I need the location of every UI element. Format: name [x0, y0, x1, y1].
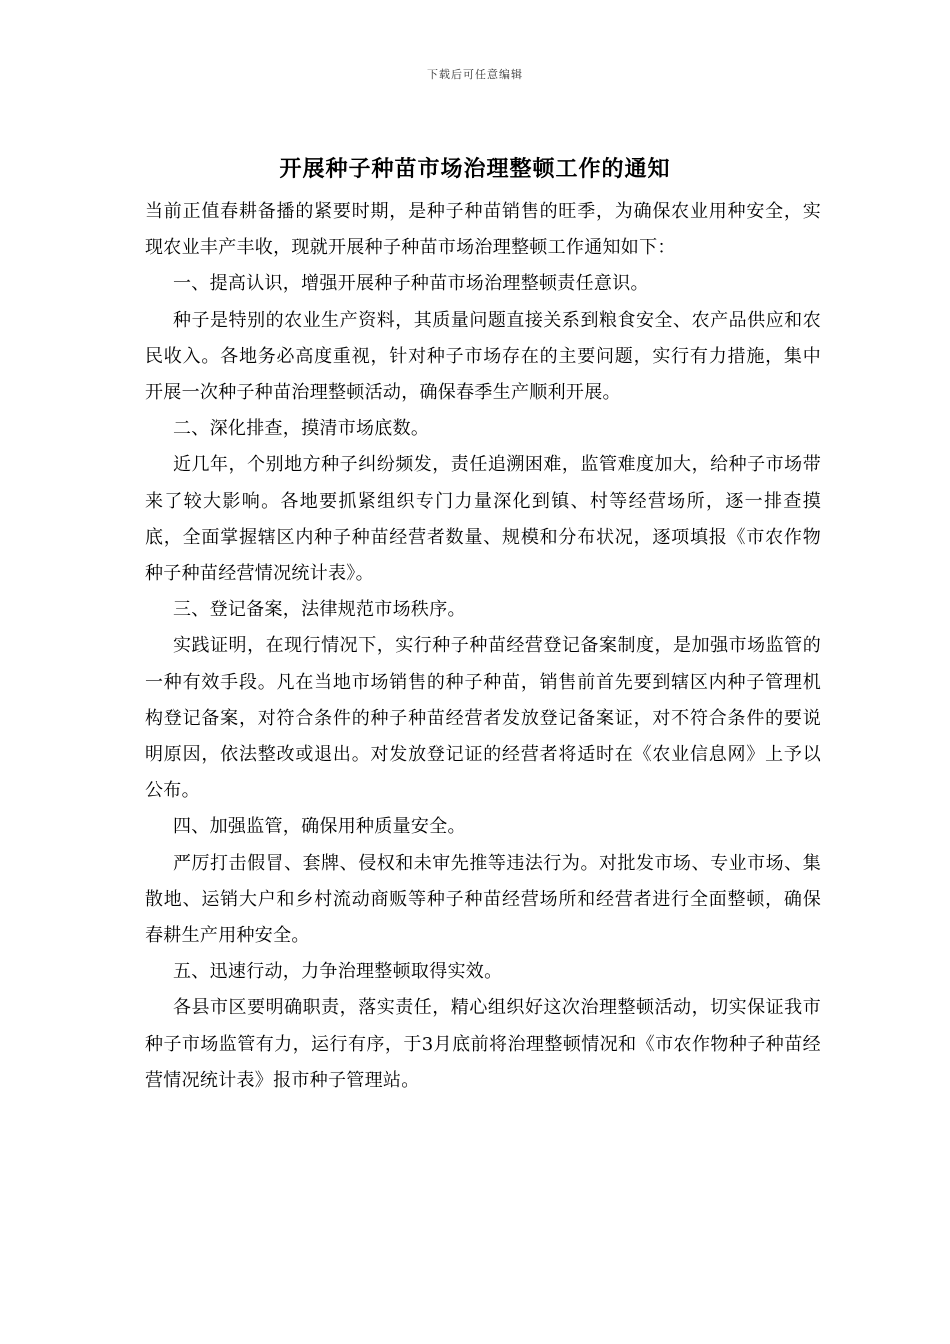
section-heading-3: 三、登记备案，法律规范市场秩序。 [173, 599, 466, 621]
section-heading-2: 二、深化排查，摸清市场底数。 [173, 418, 430, 440]
section-body-5: 各县市区要明确职责，落实责任，精心组织好这次治理整顿活动，切实保证我市种子市场监管有力，运行有序，于3月底前将治理整顿情况和《市农作物种子种苗经营情况统计表》报市种子管理站。 [145, 997, 821, 1091]
section-body-1: 种子是特别的农业生产资料，其质量问题直接关系到粮食安全、农产品供应和农民收入。各地务必高度重视，针对种子市场存在的主要问题，实行有力措施，集中开展一次种子种苗治理整顿活动，确保春季生产顺利开展。 [145, 309, 821, 404]
intro-paragraph: 当前正值春耕备播的紧要时期，是种子种苗销售的旺季，为确保农业用种安全，实现农业丰产丰收，现就开展种子种苗市场治理整顿工作通知如下： [145, 201, 821, 259]
section-body-2: 近几年，个别地方种子纠纷频发，责任追溯困难，监管难度加大，给种子市场带来了较大影响。各地要抓紧组织专门力量深化到镇、村等经营场所，逐一排查摸底，全面掌握辖区内种子种苗经营者数量、规模和分布状况，逐项填报《市农作物种子种苗经营情况统计表》。 [145, 454, 821, 585]
section-body-4: 严厉打击假冒、套牌、侵权和未审先推等违法行为。对批发市场、专业市场、集散地、运销大户和乡村流动商贩等种子种苗经营场所和经营者进行全面整顿，确保春耕生产用种安全。 [145, 852, 821, 947]
document-body [145, 194, 821, 1099]
document-title: 开展种子种苗市场治理整顿工作的通知 [279, 156, 671, 182]
header-note: 下载后可任意编辑 [427, 68, 523, 81]
section-heading-4: 四、加强监管，确保用种质量安全。 [173, 816, 466, 838]
section-body-3: 实践证明，在现行情况下，实行种子种苗经营登记备案制度，是加强市场监管的一种有效手段。凡在当地市场销售的种子种苗，销售前首先要到辖区内种子管理机构登记备案，对符合条件的种子种苗经营者发放登记备案证，对不符合条件的要说明原因，依法整改或退出。对发放登记证的经营者将适时在《农业信息网》上予以公布。 [145, 635, 821, 802]
section-heading-1: 一、提高认识，增强开展种子种苗市场治理整顿责任意识。 [173, 273, 649, 295]
section-heading-5: 五、迅速行动，力争治理整顿取得实效。 [173, 961, 503, 983]
